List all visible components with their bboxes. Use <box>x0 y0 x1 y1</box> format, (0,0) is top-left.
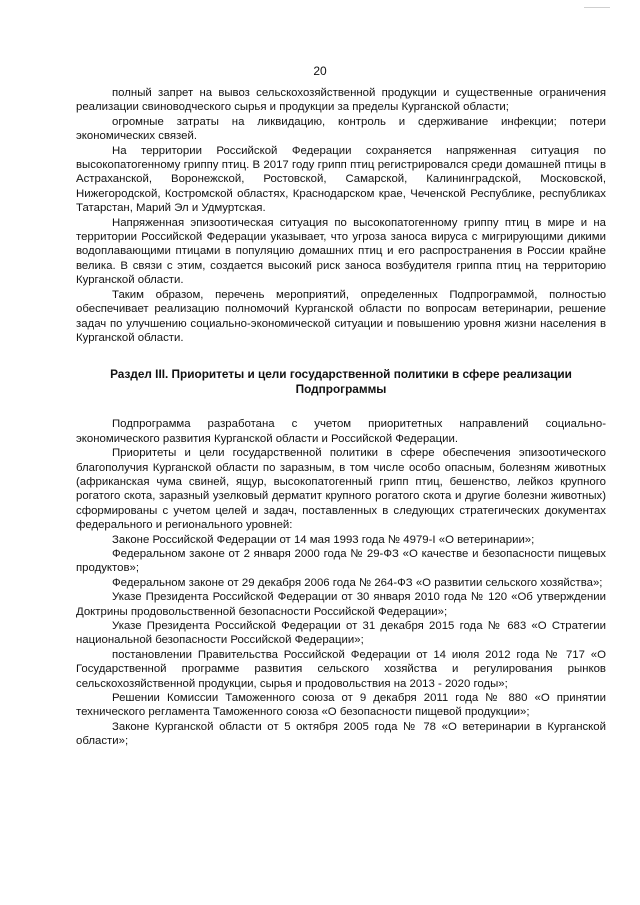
paragraph: огромные затраты на ликвидацию, контроль и сдерживание инфекции; потери экономических связей. <box>76 115 606 143</box>
list-item: Федеральном законе от 2 января 2000 года № 29-ФЗ «О качестве и безопасности пищевых продуктов»; <box>76 547 606 575</box>
list-item: Указе Президента Российской Федерации от 31 декабря 2015 года № 683 «О Стратегии национальной безопасности Российской Федерации»; <box>76 620 606 647</box>
list-item: постановлении Правительства Российской Федерации от 14 июля 2012 года № 717 «О Государственной программе развития сельского хозяйства и регулирования рынков сельскохозяйственной продукции, сырья и продовольствия на 2013 - 2020 годы»; <box>76 648 606 690</box>
list-item: Законе Российской Федерации от 14 мая 1993 года № 4979-I «О ветеринарии»; <box>112 533 535 546</box>
list-item: Федеральном законе от 29 декабря 2006 года № 264-ФЗ «О развитии сельского хозяйства»; <box>112 576 603 589</box>
document-body <box>76 86 606 749</box>
paragraph: Приоритеты и цели государственной политики в сфере обеспечения эпизоотического благополучия Курганской области по заразным, в том числе особо опасным, болезням животных (африканская чума свиней, ящур, высокопатогенный грипп птиц, бешенство, лейкоз крупного рогатого скота, заразный узелковый дерматит крупного рогатого скота и другие болезни животных) сформированы с учетом целей и задач, поставленных в следующих стратегических документах федерального и регионального уровней: <box>76 447 606 532</box>
list-item: Решении Комиссии Таможенного союза от 9 декабря 2011 года № 880 «О принятии технического регламента Таможенного союза «О безопасности пищевой продукции»; <box>76 692 606 719</box>
paragraph: На территории Российской Федерации сохраняется напряженная ситуация по высокопатогенному гриппу птиц. В 2017 году грипп птиц регистрировался среди домашней птицы в Астраханской, Воронежской, Ростовской, Самарской, Калининградской, Московской, Нижегородской, Костромской областях, Краснодарском крае, Чеченской Республике, республиках Татарстан, Марий Эл и Удмуртская. <box>76 144 606 215</box>
paragraph: Напряженная эпизоотическая ситуация по высокопатогенному гриппу птиц в мире и на территории Российской Федерации указывает, что угроза заноса вируса с мигрирующими дикими водоплавающими птицами в популяцию домашних птиц и его распространения в России крайне велика. В связи с этим, создается высокий риск заноса возбудителя гриппа птиц на территорию Курганской области. <box>76 216 606 287</box>
paragraph: полный запрет на вывоз сельскохозяйственной продукции и существенные ограничения реализации свиноводческого сырья и продукции за пределы Курганской области; <box>76 87 606 114</box>
list-item: Указе Президента Российской Федерации от 30 января 2010 года № 120 «Об утверждении Доктрины продовольственной безопасности Российской Федерации»; <box>76 591 606 618</box>
section-heading: Раздел III. Приоритеты и цели государственной политики в сфере реализации Подпрограммы <box>110 367 572 397</box>
list-item: Законе Курганской области от 5 октября 2005 года № 78 «О ветеринарии в Курганской области»; <box>76 720 606 748</box>
paragraph: Таким образом, перечень мероприятий, определенных Подпрограммой, полностью обеспечивает реализацию полномочий Курганской области по вопросам ветеринарии, решение задач по улучшению социально-экономической ситуации и повышению уровня жизни населения в Курганской области. <box>76 288 606 344</box>
scan-mark <box>584 7 610 8</box>
paragraph: Подпрограмма разработана с учетом приоритетных направлений социально-экономического развития Курганской области и Российской Федерации. <box>76 418 606 445</box>
page-number: 20 <box>313 64 327 78</box>
